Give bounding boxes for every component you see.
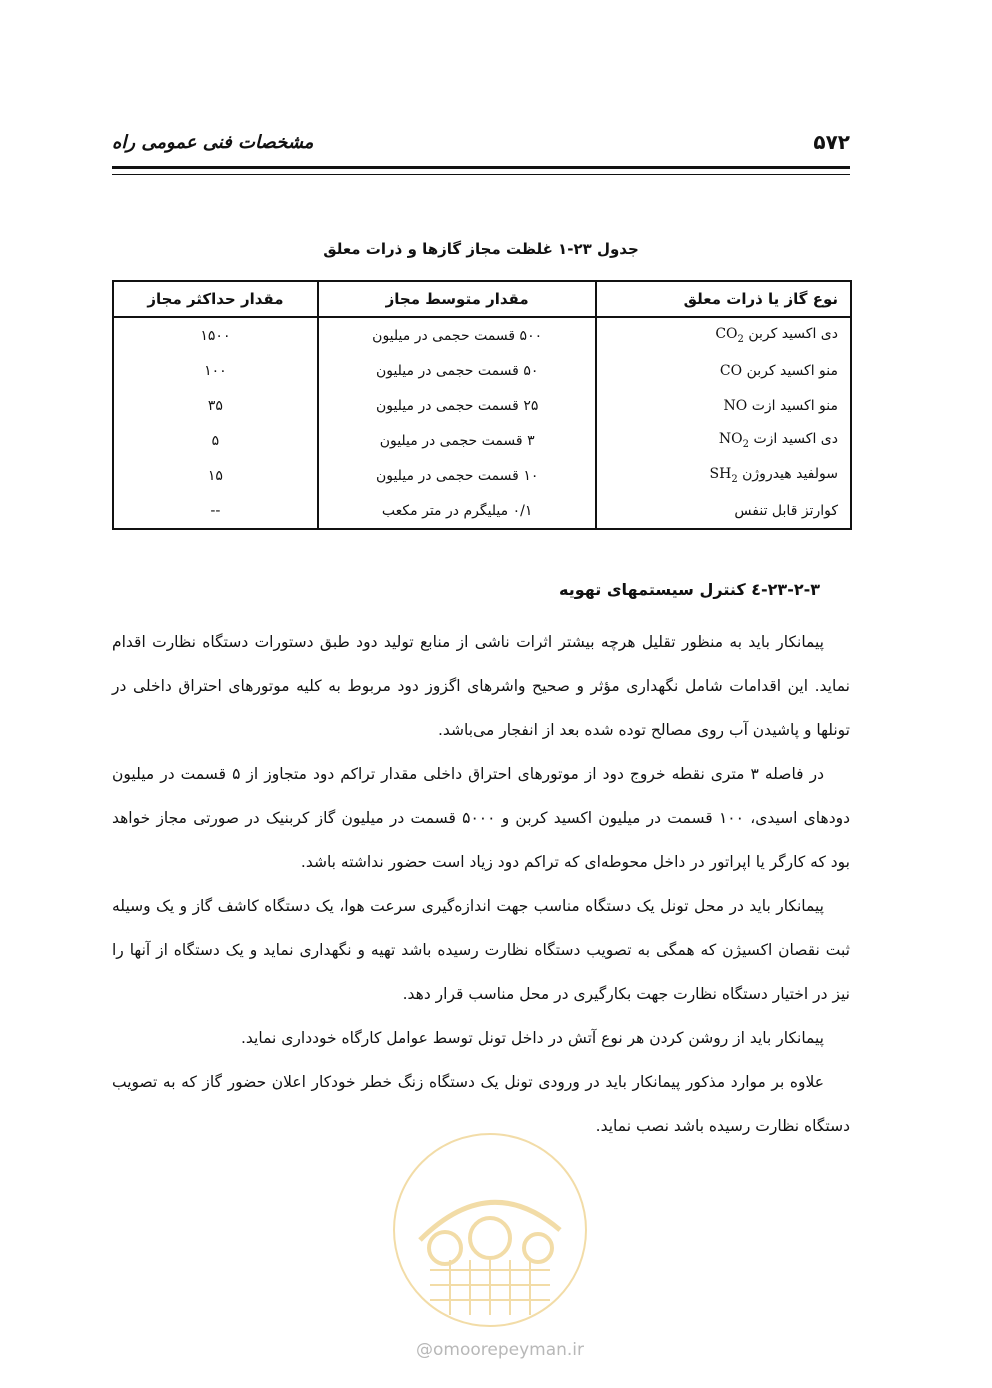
page-number: ۵۷۲ (813, 130, 850, 154)
gas-label: دی اکسید کربن (748, 326, 838, 343)
cell-average: ۱۰ قسمت حجمی در میلیون (318, 458, 597, 493)
cell-average: ۳ قسمت حجمی در میلیون (318, 423, 597, 458)
cell-average: ۵۰۰ قسمت حجمی در میلیون (318, 317, 597, 353)
cell-maximum: ۱۵ (207, 467, 223, 484)
table-row (113, 493, 851, 529)
table-row (113, 388, 851, 423)
formula-base: CO (719, 362, 743, 379)
formula-subscript: 2 (731, 473, 738, 485)
table-row (113, 423, 851, 458)
running-title: مشخصات فنی عمومی راه (112, 131, 314, 153)
column-header-average: مقدار متوسط مجاز (318, 281, 597, 317)
cell-maximum: -- (210, 502, 221, 519)
formula-subscript: 2 (737, 333, 744, 345)
cell-gas-name (596, 423, 851, 458)
column-header-maximum: مقدار حداکثر مجاز (113, 281, 318, 317)
cell-maximum: ۳۵ (207, 397, 223, 414)
cell-maximum: ۱۵۰۰ (200, 327, 231, 344)
section-heading: ۲۳-۲-۳-٤ کنترل سیستمهای تهویه (558, 580, 820, 599)
cell-maximum: ۱۰۰ (204, 362, 227, 379)
cell-average: ۲۵ قسمت حجمی در میلیون (318, 388, 597, 423)
formula-base: NO (718, 431, 743, 448)
watermark-url: @omoorepeyman.ir (415, 1340, 585, 1360)
cell-average: ۰/۱ میلیگرم در متر مکعب (318, 493, 597, 529)
formula-base: SH (709, 466, 732, 483)
table-body (113, 317, 851, 529)
paragraph: علاوه بر موارد مذکور پیمانکار باید در ورودی تونل یک دستگاه زنگ خطر خودکار اعلان حضور گاز که به تصویب دستگاه نظارت رسیده باشد نصب نماید. (112, 1073, 850, 1135)
gas-formula (709, 466, 738, 485)
cell-gas-name (596, 317, 851, 353)
formula-base: NO (723, 397, 748, 414)
formula-subscript: 2 (742, 438, 749, 450)
gas-label: سولفید هیدروژن (742, 466, 838, 483)
gas-formula (718, 431, 749, 450)
paragraph: پیمانکار باید به منظور تقلیل هرچه بیشتر اثرات ناشی از منابع تولید دود طبق دستورات دستگاه نظارت اقدام نماید. این اقدامات شامل نگهداری مؤثر و صحیح واشرهای اگزوز دود مربوط به کلیه موتورهای احتراق داخلی در تونلها و پاشیدن آب روی مصالح توده شده بعد از انفجار می‌باشد. (112, 633, 850, 739)
cell-gas-name (596, 493, 851, 529)
page-header (112, 126, 850, 158)
gas-label: دی اکسید ازت (753, 431, 838, 448)
gas-label: منو اکسید ازت (751, 397, 838, 414)
formula-base: CO (715, 326, 738, 343)
gas-formula (724, 398, 748, 414)
header-rule (112, 166, 850, 175)
gas-label: منو اکسید کربن (746, 362, 838, 379)
cell-gas-name (596, 353, 851, 388)
seal-logo-icon (390, 1130, 590, 1330)
paragraph: پیمانکار باید در محل تونل یک دستگاه مناسب جهت اندازه‌گیری سرعت هوا، یک دستگاه کاشف گاز و یک وسیله ثبت نقصان اکسیژن که همگی به تصویب دستگاه نظارت رسیده باشد تهیه و نگهداری نماید و یک دستگاه از آنها را نیز در اختیار دستگاه نظارت جهت بکارگیری در محل مناسب قرار دهد. (112, 897, 850, 1003)
column-header-gas: نوع گاز یا ذرات معلق (596, 281, 851, 317)
table-header-row (113, 281, 851, 317)
table-caption: جدول ۲۳-۱ غلظت مجاز گازها و ذرات معلق (323, 240, 639, 258)
table-row (113, 353, 851, 388)
gas-limits-table (112, 280, 852, 530)
cell-maximum: ۵ (211, 432, 220, 449)
cell-average: ۵۰ قسمت حجمی در میلیون (318, 353, 597, 388)
cell-gas-name (596, 458, 851, 493)
body-text (112, 620, 850, 1148)
paragraph: در فاصله ۳ متری نقطه خروج دود از موتورهای احتراق داخلی مقدار تراکم دود متجاوز از ۵ قسمت در میلیون دودهای اسیدی، ۱۰۰ قسمت در میلیون اکسید کربن و ۵۰۰۰ قسمت در میلیون گاز کربنیک در صورتی مجاز خواهد بود که کارگر یا اپراتور در داخل محوطه‌ای که تراکم دود زیاد است حضور نداشته باشد. (112, 765, 850, 871)
gas-label: کوارتز قابل تنفس (734, 502, 838, 519)
table-row (113, 317, 851, 353)
paragraph: پیمانکار باید از روشن کردن هر نوع آتش در داخل تونل توسط عوامل کارگاه خودداری نماید. (240, 1029, 824, 1047)
table-row (113, 458, 851, 493)
cell-gas-name (596, 388, 851, 423)
gas-formula (720, 363, 742, 379)
gas-formula (715, 326, 744, 345)
